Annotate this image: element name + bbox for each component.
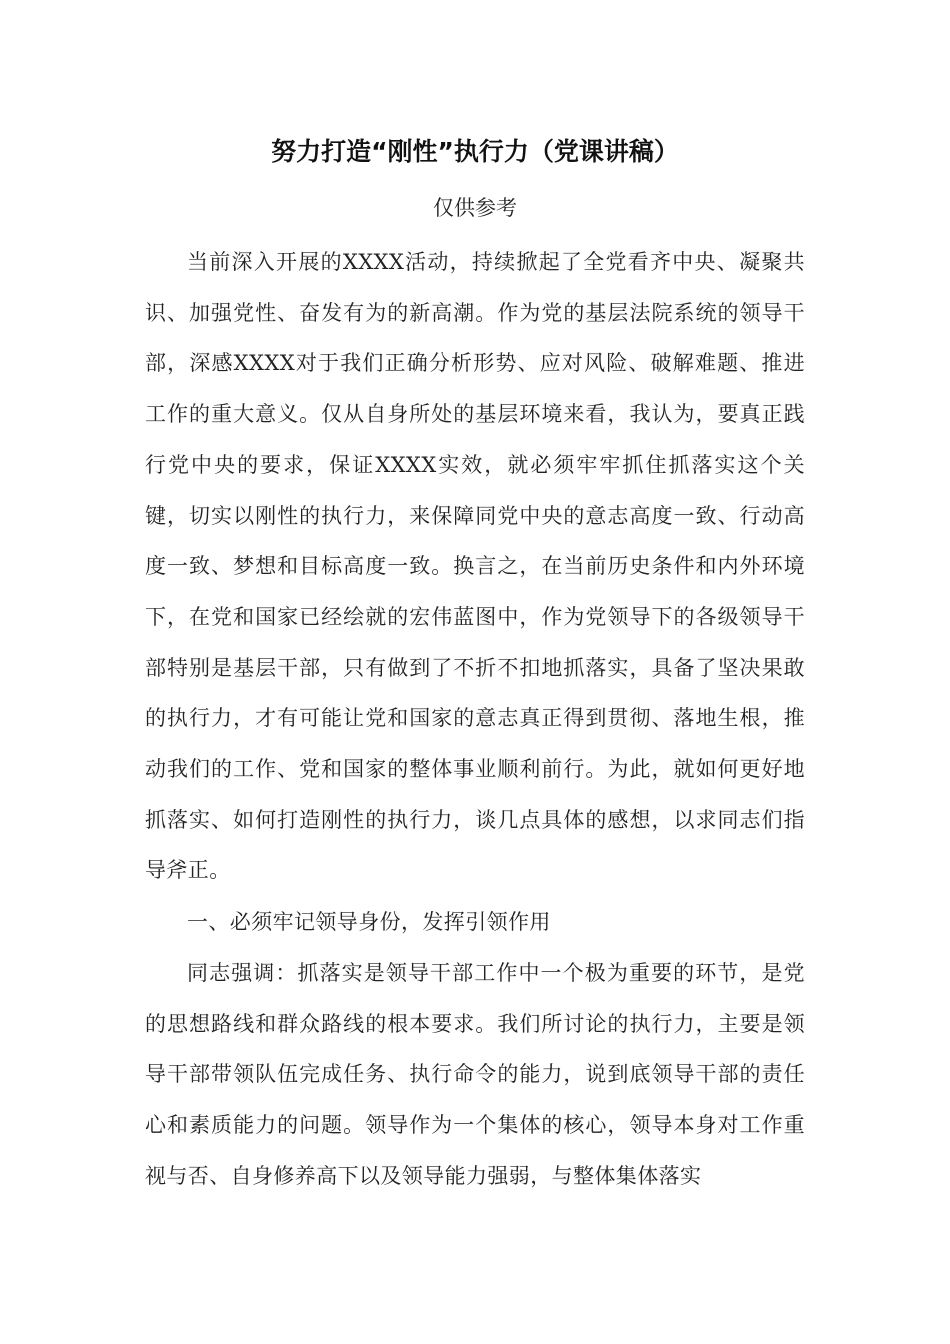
intro-paragraph: 当前深入开展的XXXX活动，持续掀起了全党看齐中央、凝聚共识、加强党性、奋发有为的新高潮。作为党的基层法院系统的领导干部，深感XXXX对于我们正确分析形势、应对风险、破解难题、推进工作的重大意义。仅从自身所处的基层环境来看，我认为，要真正践行党中央的要求，保证XXXX实效，就必须牢牢抓住抓落实这个关键，切实以刚性的执行力，来保障同党中央的意志高度一致、行动高度一致、梦想和目标高度一致。换言之，在当前历史条件和内外环境下，在党和国家已经绘就的宏伟蓝图中，作为党领导下的各级领导干部特别是基层干部，只有做到了不折不扣地抓落实，具备了坚决果敢的执行力，才有可能让党和国家的意志真正得到贯彻、落地生根，推动我们的工作、党和国家的整体事业顺利前行。为此，就如何更好地抓落实、如何打造刚性的执行力，谈几点具体的感想，以求同志们指导斧正。: [145, 250, 805, 883]
section-heading: 一、必须牢记领导身份，发挥引领作用: [187, 910, 551, 935]
document-title: 努力打造“刚性”执行力（党课讲稿）: [271, 137, 679, 166]
section-paragraph: 同志强调：抓落实是领导干部工作中一个极为重要的环节，是党的思想路线和群众路线的根本要求。我们所讨论的执行力，主要是领导干部带领队伍完成任务、执行命令的能力，说到底领导干部的责任心和素质能力的问题。领导作为一个集体的核心，领导本身对工作重视与否、自身修养高下以及领导能力强弱，与整体集体落实: [145, 960, 805, 1188]
document-body: [145, 237, 805, 1201]
document-subtitle: 仅供参考: [433, 196, 517, 220]
